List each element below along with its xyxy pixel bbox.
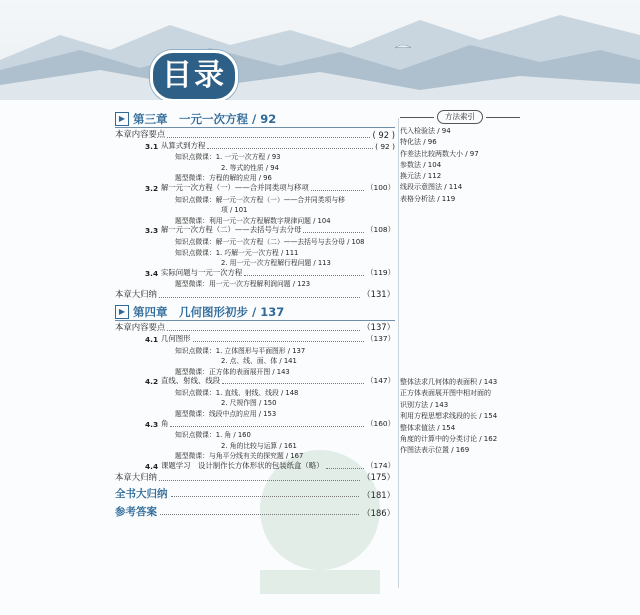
dot-leader xyxy=(207,148,373,149)
toc-entry[interactable] xyxy=(115,288,395,300)
section-number: 4.1 xyxy=(145,334,159,344)
dot-leader xyxy=(303,232,364,233)
column-divider xyxy=(398,118,399,588)
toc-subentry[interactable] xyxy=(115,172,395,183)
toc-entry[interactable] xyxy=(115,128,395,140)
page-number: （181） xyxy=(362,490,395,501)
toc-subentry[interactable] xyxy=(115,407,395,418)
toc-subentry[interactable] xyxy=(115,193,395,204)
section-title: 从算式到方程 xyxy=(161,140,206,150)
section-title: 解一元一次方程（二）——去括号与去分母 xyxy=(161,225,302,235)
section-number: 3.2 xyxy=(145,183,159,193)
toc-section[interactable] xyxy=(115,225,395,236)
dot-leader xyxy=(222,383,364,384)
method-item[interactable]: 角度的计算中的分类讨论 / 162 xyxy=(400,435,498,444)
play-triangle-icon: ▶ xyxy=(115,305,129,319)
subentry-text: 2. 用一元一次方程解行程问题 / 113 xyxy=(221,259,331,268)
method-item[interactable]: 识别方法 / 143 xyxy=(400,400,449,409)
dot-leader xyxy=(159,480,360,481)
dot-leader xyxy=(171,496,360,497)
method-item[interactable]: 表格分析法 / 119 xyxy=(400,194,456,203)
chapter-heading[interactable] xyxy=(115,110,395,127)
page-number: （119） xyxy=(366,267,395,277)
toc-subentry[interactable] xyxy=(115,246,395,257)
toc-subentry[interactable] xyxy=(115,365,395,376)
toc-subentry[interactable] xyxy=(115,397,395,408)
method-item[interactable]: 作图法表示位置 / 169 xyxy=(400,446,470,455)
method-index-header xyxy=(400,110,520,124)
toc-subentry[interactable] xyxy=(115,204,395,215)
method-item[interactable]: 线段示意图法 / 114 xyxy=(400,183,463,192)
dot-leader xyxy=(193,341,365,342)
method-item[interactable]: 参数法 / 104 xyxy=(400,160,442,169)
toc-entry[interactable] xyxy=(115,471,395,483)
method-item[interactable]: 特化法 / 96 xyxy=(400,138,437,147)
toc-subentry[interactable] xyxy=(115,278,395,289)
entry-title: 本章大归纳 xyxy=(115,472,157,483)
subentry-text: 2. 点、线、面、体 / 141 xyxy=(221,357,297,366)
subentry-text: 题型微课：利用一元一次方程解数字规律问题 / 104 xyxy=(175,216,331,225)
method-item[interactable]: 换元法 / 112 xyxy=(400,172,442,181)
toc-subentry[interactable] xyxy=(115,235,395,246)
section-number: 4.4 xyxy=(145,462,159,472)
toc-subentry[interactable] xyxy=(115,344,395,355)
subentry-text: 知识点微课：解一元一次方程（二）——去括号与去分母 / 108 xyxy=(175,237,365,246)
header-banner xyxy=(0,0,640,100)
section-title: 几何图形 xyxy=(161,333,191,343)
toc-section[interactable] xyxy=(115,140,395,151)
section-title: 直线、射线、线段 xyxy=(161,376,221,386)
dot-leader xyxy=(326,468,365,469)
subentry-text: 题型微课：方程的解的应用 / 96 xyxy=(175,174,272,183)
method-item[interactable]: 利用方程思想求线段的长 / 154 xyxy=(400,412,498,421)
page-number: （160） xyxy=(366,418,395,428)
method-list-chapter4 xyxy=(400,377,530,457)
section-number: 3.1 xyxy=(145,141,159,151)
toc-subentry[interactable] xyxy=(115,214,395,225)
subentry-text: 2. 等式的性质 / 94 xyxy=(221,163,279,172)
chapter-title: 第三章 一元一次方程 / 92 xyxy=(133,111,277,126)
toc-subentry[interactable] xyxy=(115,161,395,172)
page-number: （108） xyxy=(366,225,395,235)
page-number: （131） xyxy=(362,289,395,300)
chapter-underline xyxy=(115,320,395,321)
chapter-title: 第四章 几何图形初步 / 137 xyxy=(133,304,285,319)
toc-section[interactable] xyxy=(115,376,395,387)
toc-section[interactable] xyxy=(115,267,395,278)
toc-section[interactable] xyxy=(115,182,395,193)
subentry-text: 知识点微课：解一元一次方程（一）——合并同类项与移 xyxy=(175,195,345,204)
subentry-text: 2. 尺规作图 / 150 xyxy=(221,399,277,408)
subentry-text: 题型微课：用一元一次方程解利润问题 / 123 xyxy=(175,280,311,289)
page-number: ( 92 ) xyxy=(375,141,395,151)
page-number: （100） xyxy=(366,182,395,192)
entry-title: 本章大归纳 xyxy=(115,289,157,300)
toc-section[interactable] xyxy=(115,333,395,344)
page-number: （137） xyxy=(362,322,395,333)
entry-title: 全书大归纳 xyxy=(115,488,168,501)
table-of-contents xyxy=(115,110,395,519)
dot-leader xyxy=(160,514,359,515)
toc-subentry[interactable] xyxy=(115,439,395,450)
subentry-text: 知识点微课：1. 立体图形与平面图形 / 137 xyxy=(175,346,306,355)
dot-leader xyxy=(170,426,364,427)
toc-subentry[interactable] xyxy=(115,151,395,162)
section-number: 4.3 xyxy=(145,419,159,429)
page-number: （186） xyxy=(362,508,395,519)
page-number: （137） xyxy=(366,333,395,343)
method-item[interactable]: 整体求值法 / 154 xyxy=(400,423,456,432)
dot-leader xyxy=(311,190,364,191)
subentry-text: 2. 角的比较与运算 / 161 xyxy=(221,441,297,450)
chapter-heading[interactable] xyxy=(115,303,395,320)
subentry-text: 知识点微课：1. 角 / 160 xyxy=(175,431,251,440)
subentry-text: 知识点微课：1. 巧解一元一次方程 / 111 xyxy=(175,248,299,257)
toc-entry-major[interactable] xyxy=(115,483,395,501)
method-list-chapter3 xyxy=(400,126,520,205)
page-number: （147） xyxy=(366,376,395,386)
method-item[interactable]: 作差法比较两数大小 / 97 xyxy=(400,149,479,158)
section-number: 3.3 xyxy=(145,226,159,236)
toc-subentry[interactable] xyxy=(115,355,395,366)
method-index xyxy=(400,110,520,205)
section-number: 4.2 xyxy=(145,377,159,387)
toc-section[interactable] xyxy=(115,460,395,471)
page-number: （174） xyxy=(366,461,395,471)
page-number: ( 92 ) xyxy=(372,130,395,140)
section-title: 实际问题与一元一次方程 xyxy=(161,267,243,277)
subentry-text: 题型微课：与角平分线有关的探究题 / 167 xyxy=(175,452,304,461)
chapter-underline xyxy=(115,127,395,128)
page-number: （175） xyxy=(362,472,395,483)
section-number: 3.4 xyxy=(145,268,159,278)
subentry-text: 知识点微课：1. 一元一次方程 / 93 xyxy=(175,153,281,162)
section-title: 课题学习 设计制作长方体形状的包装纸盒（略） xyxy=(161,461,324,471)
dot-leader xyxy=(167,137,370,138)
method-item[interactable]: 代入检验法 / 94 xyxy=(400,127,451,135)
entry-title: 本章内容要点 xyxy=(115,322,166,333)
method-item[interactable]: 整体法求几何体的表面积 / 143 xyxy=(400,378,498,386)
dot-leader xyxy=(244,275,364,276)
section-title: 角 xyxy=(161,418,169,428)
entry-title: 参考答案 xyxy=(115,506,157,519)
toc-entry-major[interactable] xyxy=(115,501,395,519)
method-item[interactable]: 正方体表面展开图中相对面的 xyxy=(400,389,491,398)
subentry-text: 题型微课：正方体的表面展开图 / 143 xyxy=(175,367,290,376)
play-triangle-icon: ▶ xyxy=(115,112,129,126)
toc-entry[interactable] xyxy=(115,321,395,333)
mountain-landscape-illustration xyxy=(0,0,640,100)
method-index-title: 方法索引 xyxy=(437,110,483,124)
dot-leader xyxy=(159,297,360,298)
page-title: 目录 xyxy=(150,50,238,100)
subentry-text: 题型微课：线段中点的应用 / 153 xyxy=(175,410,277,419)
toc-subentry[interactable] xyxy=(115,257,395,268)
subentry-text: 知识点微课：1. 直线、射线、线段 / 148 xyxy=(175,388,299,397)
toc-subentry[interactable] xyxy=(115,386,395,397)
entry-title: 本章内容要点 xyxy=(115,129,166,139)
subentry-text: 项 / 101 xyxy=(221,206,248,215)
dot-leader xyxy=(167,330,360,331)
toc-section[interactable] xyxy=(115,418,395,429)
toc-subentry[interactable] xyxy=(115,429,395,440)
section-title: 解一元一次方程（一）——合并同类项与移项 xyxy=(161,182,309,192)
toc-subentry[interactable] xyxy=(115,450,395,461)
